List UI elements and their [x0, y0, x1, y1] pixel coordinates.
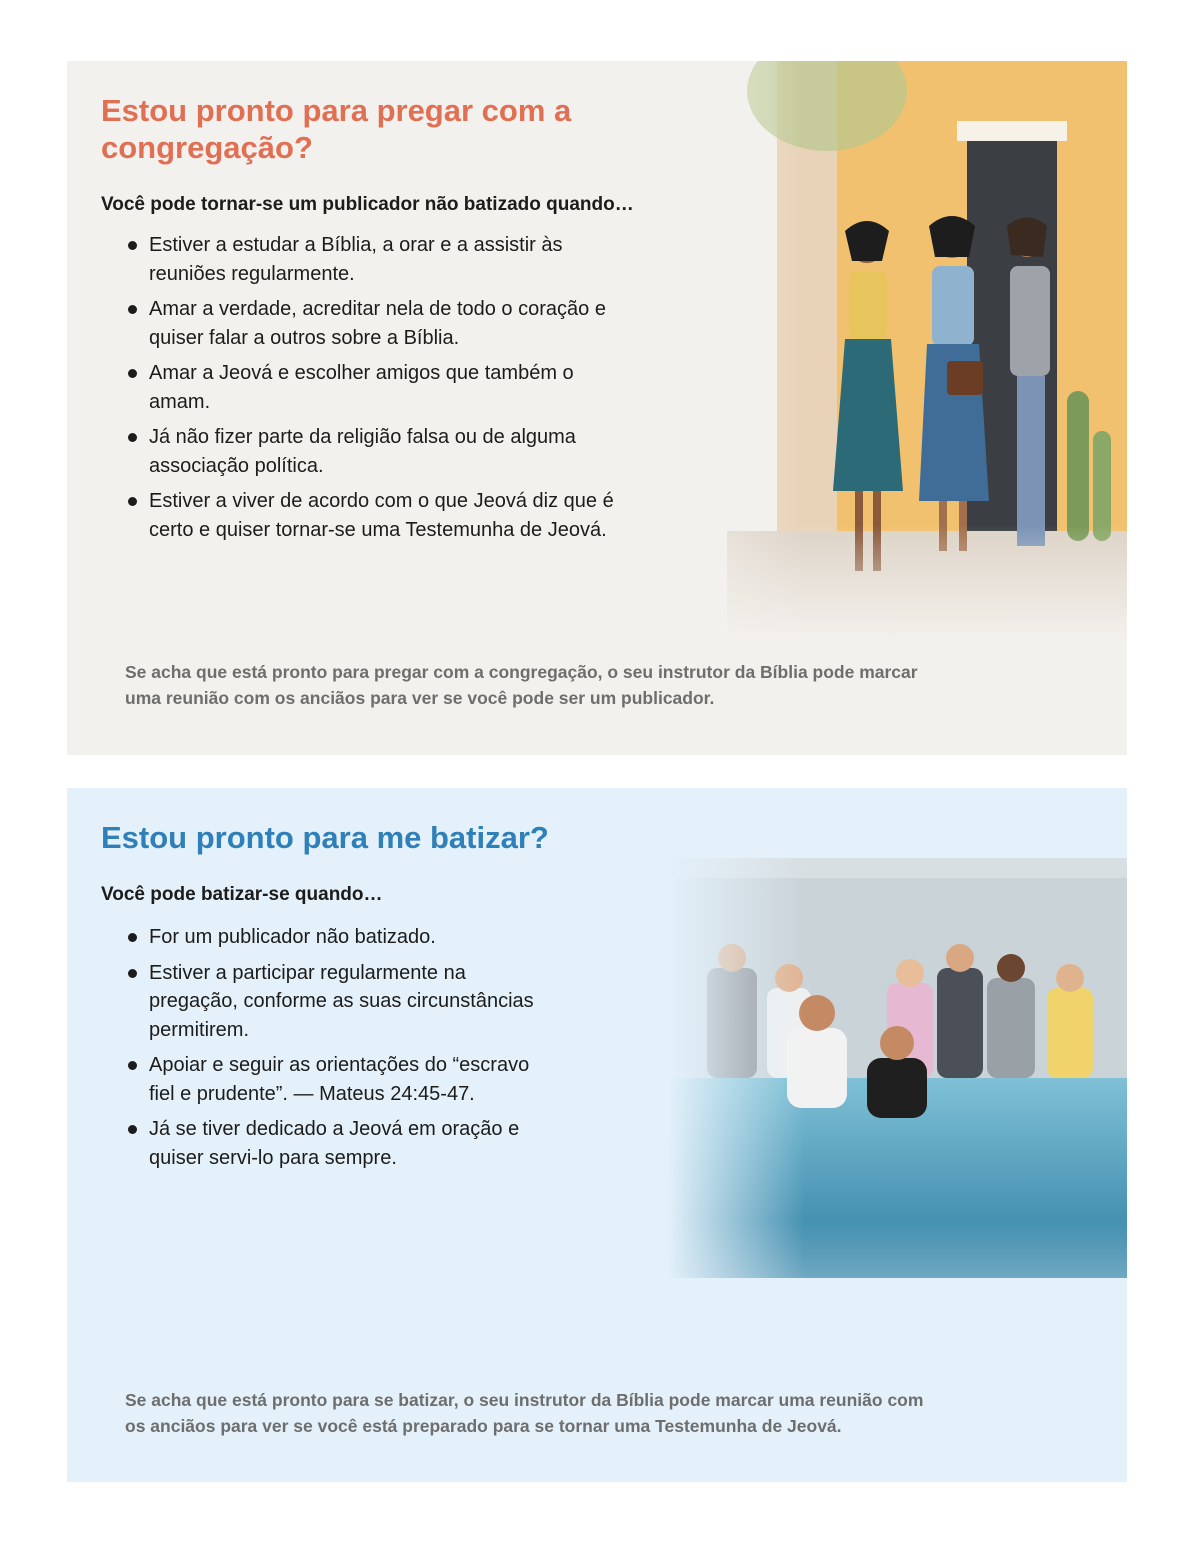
- section-title: Estou pronto para pregar com a congregação?: [101, 93, 572, 165]
- list-item: Apoiar e seguir as orientações do “escravo fiel e prudente”. — Mateus 24:45-47.: [125, 1051, 535, 1108]
- requirements-list: [125, 923, 535, 1179]
- section-note: Se acha que está pronto para pregar com a congregação, o seu instrutor da Bíblia pode marcar uma reunião com os anciãos para ver se você pode ser um publicador.: [125, 662, 918, 708]
- list-item: Estiver a estudar a Bíblia, a orar e a assistir às reuniões regularmente.: [125, 231, 615, 288]
- bullet-icon: [128, 969, 137, 978]
- section-intro: Você pode batizar-se quando…: [101, 884, 383, 905]
- bullet-icon: [128, 369, 137, 378]
- bullet-icon: [128, 1125, 137, 1134]
- section-note: Se acha que está pronto para se batizar, o seu instrutor da Bíblia pode marcar uma reunião com os anciãos para ver se você está preparado para se tornar uma Testemunha de Jeová.: [125, 1390, 924, 1436]
- list-item: Amar a verdade, acreditar nela de todo o coração e quiser falar a outros sobre a Bíblia.: [125, 295, 615, 352]
- list-item: Já não fizer parte da religião falsa ou de alguma associação política.: [125, 423, 615, 480]
- list-item: Estiver a participar regularmente na pregação, conforme as suas circunstâncias permitirem.: [125, 959, 535, 1045]
- publisher-panel: [67, 61, 1127, 755]
- baptism-panel: [67, 788, 1127, 1482]
- bullet-icon: [128, 433, 137, 442]
- preaching-illustration: [627, 61, 1127, 641]
- bullet-icon: [128, 497, 137, 506]
- list-item: For um publicador não batizado.: [125, 923, 535, 952]
- bullet-icon: [128, 1061, 137, 1070]
- list-item: Já se tiver dedicado a Jeová em oração e quiser servi-lo para sempre.: [125, 1115, 535, 1172]
- baptism-illustration: [667, 818, 1127, 1378]
- section-title: Estou pronto para me batizar?: [101, 820, 549, 855]
- bullet-icon: [128, 241, 137, 250]
- requirements-list: [125, 231, 615, 551]
- list-item: Estiver a viver de acordo com o que Jeová diz que é certo e quiser tornar-se uma Testemunha de Jeová.: [125, 487, 615, 544]
- section-intro: Você pode tornar-se um publicador não batizado quando…: [101, 194, 634, 215]
- bullet-icon: [128, 305, 137, 314]
- list-item: Amar a Jeová e escolher amigos que também o amam.: [125, 359, 615, 416]
- bullet-icon: [128, 933, 137, 942]
